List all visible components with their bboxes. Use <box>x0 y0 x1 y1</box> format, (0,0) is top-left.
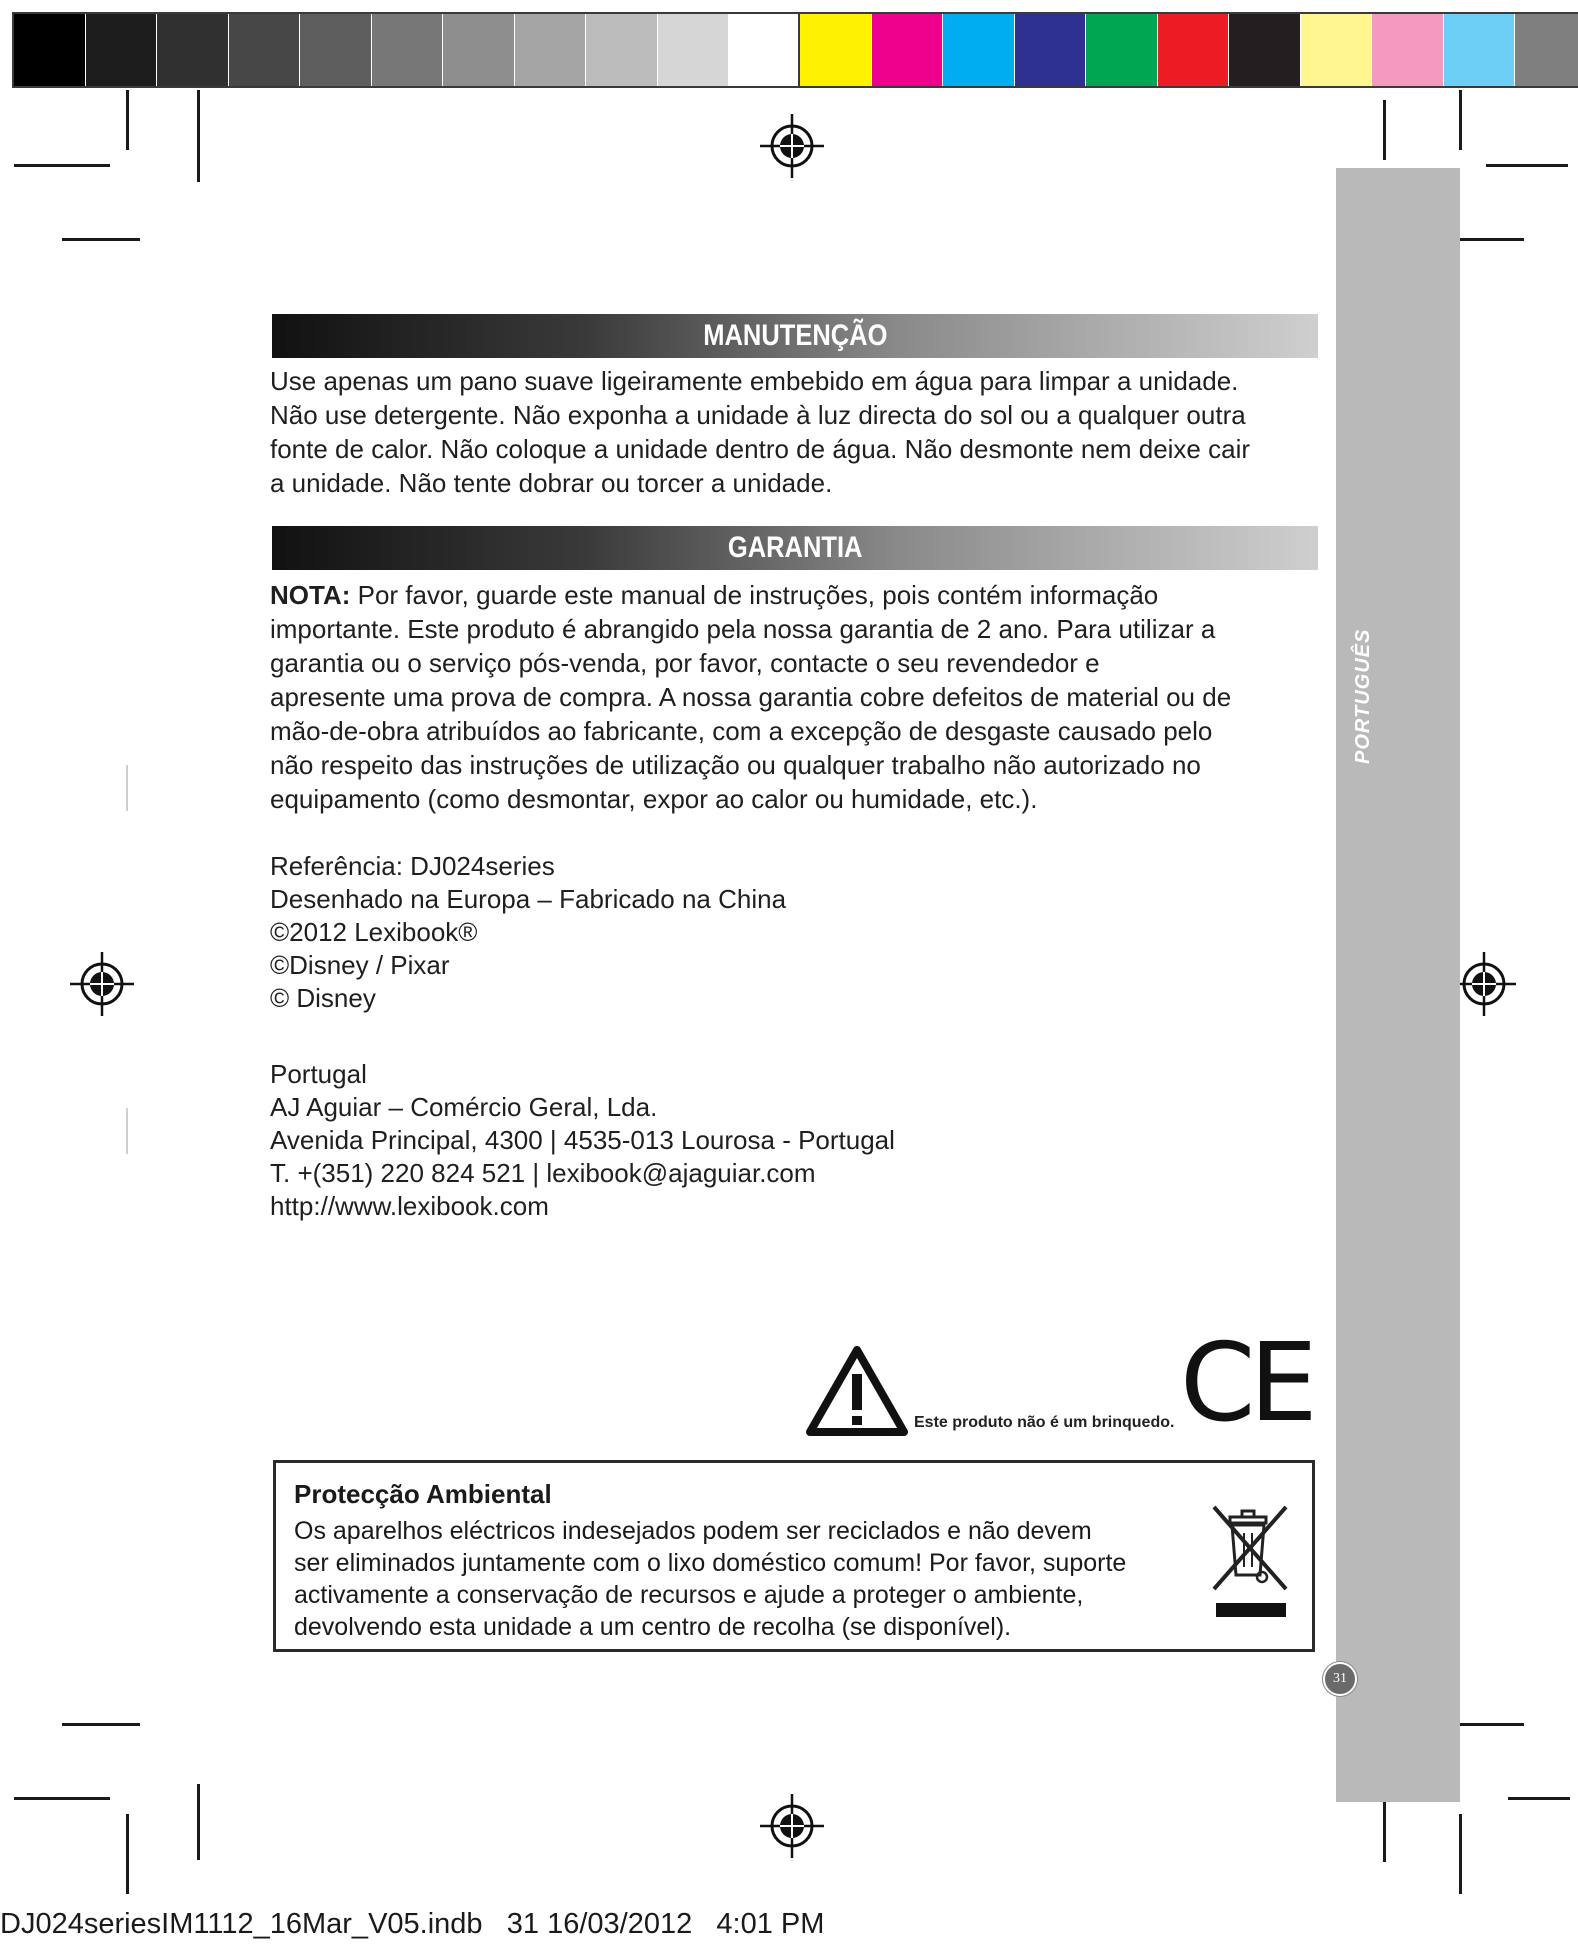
paragraph-line: mão-de-obra atribuídos ao fabricante, com a excepção de desgaste causado pelo <box>270 716 1213 746</box>
note-label: NOTA: <box>270 580 351 610</box>
distributor-address: Avenida Principal, 4300 | 4535-013 Lourosa - Portugal <box>270 1125 895 1155</box>
reference-line: © Disney <box>270 983 376 1013</box>
note-text: Por favor, guarde este manual de instruções, pois contém informação <box>350 580 1159 610</box>
color-swatch <box>1229 14 1300 86</box>
gray-swatch <box>157 14 228 86</box>
crossed-bin-icon <box>1208 1503 1294 1625</box>
env-line: devolvendo esta unidade a um centro de recolha (se disponível). <box>294 1613 1012 1641</box>
garantia-paragraph <box>270 578 1320 816</box>
env-line: activamente a conservação de recursos e ajude a proteger o ambiente, <box>294 1581 1084 1609</box>
registration-target-icon <box>70 952 134 1016</box>
reference-line: Referência: DJ024series <box>270 851 555 881</box>
paragraph-line: equipamento (como desmontar, expor ao calor ou humidade, etc.). <box>270 784 1038 814</box>
distributor-country: Portugal <box>270 1059 367 1089</box>
slug-time: 4:01 PM <box>716 1908 825 1940</box>
gray-swatch <box>658 14 729 86</box>
ce-mark: CE <box>1180 1321 1312 1446</box>
color-swatch <box>1086 14 1157 86</box>
env-box-title: Protecção Ambiental <box>294 1479 552 1509</box>
env-line: Os aparelhos eléctricos indesejados podem ser reciclados e não devem <box>294 1517 1092 1545</box>
env-box-text <box>294 1515 1126 1643</box>
gray-swatch <box>86 14 157 86</box>
manutencao-paragraph <box>270 364 1320 500</box>
section-heading-garantia <box>272 526 1318 570</box>
paragraph-line: Não use detergente. Não exponha a unidade à luz directa do sol ou a qualquer outra <box>270 400 1246 430</box>
environmental-protection-box <box>273 1460 1315 1652</box>
distributor-website: http://www.lexibook.com <box>270 1191 549 1221</box>
paragraph-line: Use apenas um pano suave ligeiramente embebido em água para limpar a unidade. <box>270 366 1239 396</box>
color-swatch <box>943 14 1014 86</box>
paragraph-line: garantia ou o serviço pós-venda, por favor, contacte o seu revendedor e <box>270 648 1100 678</box>
language-label: PORTUGUÊS <box>1352 628 1374 764</box>
slug-file: DJ024seriesIM1112_16Mar_V05.indb <box>0 1908 483 1940</box>
gray-swatch <box>729 14 800 86</box>
paragraph-line: não respeito das instruções de utilização ou qualquer trabalho não autorizado no <box>270 750 1201 780</box>
registration-target-icon <box>760 1794 824 1858</box>
gray-swatch <box>515 14 586 86</box>
page-number-badge <box>1323 1662 1357 1696</box>
reference-line: ©2012 Lexibook® <box>270 917 478 947</box>
registration-target-icon <box>1452 952 1516 1016</box>
paragraph-line: apresente uma prova de compra. A nossa garantia cobre defeitos de material ou de <box>270 682 1232 712</box>
color-swatch <box>1158 14 1229 86</box>
slug-page: 31 <box>506 1908 539 1940</box>
warning-triangle-icon <box>806 1346 908 1436</box>
paragraph-line <box>270 578 1320 612</box>
reference-block <box>270 850 1320 1015</box>
distributor-company: AJ Aguiar – Comércio Geral, Lda. <box>270 1092 658 1122</box>
language-side-strip <box>1336 168 1460 1802</box>
section-heading-text: GARANTIA <box>727 531 863 564</box>
distributor-block <box>270 1058 1320 1223</box>
color-swatch <box>1372 14 1443 86</box>
color-swatch <box>1301 14 1372 86</box>
gray-swatch <box>229 14 300 86</box>
section-heading-text: MANUTENÇÃO <box>702 319 888 352</box>
slug-date: 16/03/2012 <box>547 1908 693 1940</box>
color-swatch <box>1015 14 1086 86</box>
not-a-toy-warning: Este produto não é um brinquedo. <box>914 1414 1175 1431</box>
gray-swatch <box>443 14 514 86</box>
print-slug <box>0 1908 824 1941</box>
reference-line: ©Disney / Pixar <box>270 950 450 980</box>
registration-target-icon <box>760 114 824 178</box>
gray-swatch <box>14 14 85 86</box>
section-heading-manutencao <box>272 314 1318 358</box>
gray-swatch <box>300 14 371 86</box>
page-number: 31 <box>1333 1671 1347 1686</box>
env-line: ser eliminados juntamente com o lixo doméstico comum! Por favor, suporte <box>294 1549 1127 1577</box>
paragraph-line: a unidade. Não tente dobrar ou torcer a unidade. <box>270 468 833 498</box>
gray-swatch <box>586 14 657 86</box>
paragraph-line: importante. Este produto é abrangido pela nossa garantia de 2 ano. Para utilizar a <box>270 614 1216 644</box>
color-swatch <box>872 14 943 86</box>
color-swatch <box>800 14 871 86</box>
reference-line: Desenhado na Europa – Fabricado na China <box>270 884 787 914</box>
gray-swatch <box>372 14 443 86</box>
paragraph-line: fonte de calor. Não coloque a unidade dentro de água. Não desmonte nem deixe cair <box>270 434 1251 464</box>
distributor-contact: T. +(351) 220 824 521 | lexibook@ajaguiar.com <box>270 1158 816 1188</box>
color-swatch <box>1444 14 1515 86</box>
color-swatch <box>1515 14 1578 86</box>
